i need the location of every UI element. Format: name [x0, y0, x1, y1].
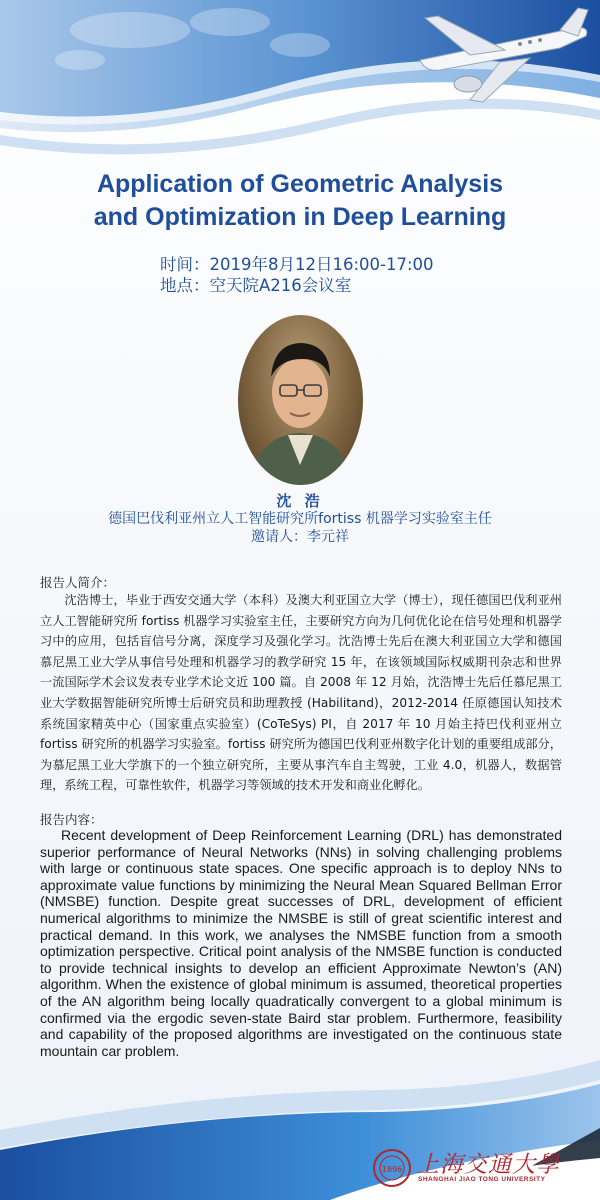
seal-year: 1896 [381, 1165, 403, 1174]
university-seal-icon [372, 1148, 412, 1188]
event-time: 时间：2019年8月12日16:00-17:00 [160, 255, 434, 274]
talk-title-line2: and Optimization in Deep Learning [93, 203, 507, 231]
university-name-cn: 上海交通大學 [416, 1152, 560, 1178]
abstract-text: Recent development of Deep Reinforcement Learning (DRL) has demonstrated superior performance of Neural Networks (NNs) in solving challenging problems with large or continuous state spaces. One specific approach is to deploy NNs to approximate value functions by minimizing the Neural Mean Squared Bellman Error (NMSBE) function. Despite great successes of DRL, development of efficient numerical algorithms to minimize the NMSBE is still of great scientific interest and practical demand. In this work, we analyses the NMSBE function from a smooth optimization perspective. Critical point analysis of the NMSBE function is conducted to provide technical insights to develop an efficient Approximate Newton’s (AN) algorithm. When the existence of global minimum is assumed, theoretical properties of the AN algorithm being locally quadratically convergent to a global minimum is confirmed via the ergodic seven-state Baird star problem. Furthermore, feasibility and capability of the proposed algorithms are investigated on the continuous state mountain car problem. [40, 827, 562, 1059]
bio-text: 沈浩博士，毕业于西安交通大学（本科）及澳大利亚国立大学（博士），现任德国巴伐利亚州立人工智能研究所 fortiss 机器学习实验室主任，主要研究方向为几何优化论在信号处理和机器学习中的应用，包括盲信号分离，深度学习及强化学习。沈浩博士先后在澳大利亚国立大学和德国慕尼黑工业大学从事信号处理和机器学习的教学研究 15 年，在该领域国际权威期刊杂志和世界一流国际学术会议发表专业学术论文近 100 篇。自 2008 年 12 月始，沈浩博士先后任慕尼黑工业大学数据智能研究所博士后研究员和助理教授 (Habilitand)，2012-2014 任原德国认知技术系统国家精英中心（国家重点实验室）(CoTeSys) PI，自 2017 年 10 月始主持巴伐利亚州立 fortiss 研究所的机器学习实验室。fortiss 研究所为德国巴伐利亚州数字化计划的重要组成部分，为慕尼黑工业大学旗下的一个独立研究所，主要从事汽车自主驾驶，工业 4.0，机器人，数据管理，系统工程，可靠性软件，机器学习等领域的技术开发和商业化孵化。 [40, 593, 562, 793]
event-place: 地点：空天院A216会议室 [160, 276, 352, 295]
header-decoration [0, 0, 600, 170]
abstract-heading: 报告内容： [40, 812, 103, 827]
talk-title [20, 168, 580, 234]
inviter: 邀请人：李元祥 [251, 529, 349, 545]
talk-title-line1: Application of Geometric Analysis [96, 170, 504, 198]
speaker-photo [238, 315, 363, 485]
speaker-affiliation: 德国巴伐利亚州立人工智能研究所fortiss 机器学习实验室主任 [108, 511, 492, 527]
bio-heading: 报告人简介： [40, 575, 116, 590]
speaker-name: 沈 浩 [276, 492, 324, 510]
university-name-en: SHANGHAI JIAO TONG UNIVERSITY [418, 1176, 546, 1183]
speaker-info [20, 492, 580, 546]
